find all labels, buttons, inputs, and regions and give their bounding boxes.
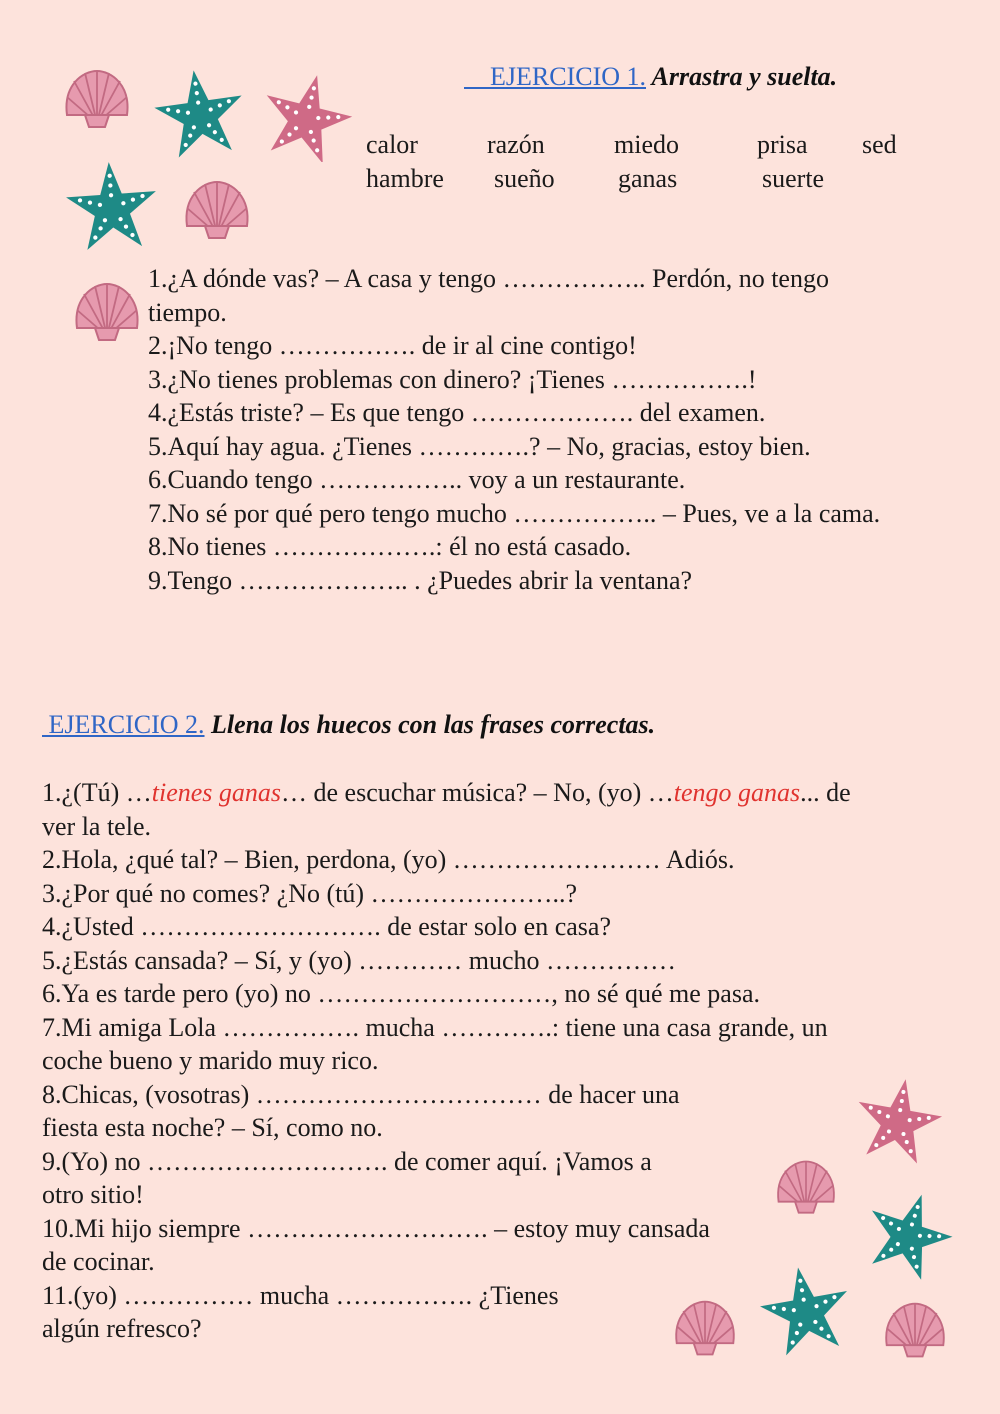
- sentence-line[interactable]: 8.Chicas, (vosotras) …………………………… de hacer una: [42, 1079, 680, 1109]
- sentence-line[interactable]: 8.No tienes ……………….: él no está casado.: [148, 532, 632, 561]
- sentence-line[interactable]: 7.No sé por qué pero tengo mucho …………….. – Pues, ve a la cama.: [148, 498, 881, 528]
- example-answer: tengo ganas: [673, 778, 801, 807]
- sentence-line[interactable]: 10.Mi hijo siempre ………………………. – estoy muy cansada: [42, 1213, 710, 1243]
- sentence-line[interactable]: 9.(Yo) no ………………………. de comer aquí. ¡Vamos a: [42, 1146, 652, 1176]
- word-chip[interactable]: calor: [366, 130, 418, 159]
- word-chip[interactable]: hambre: [366, 164, 444, 193]
- exercise1-number: EJERCICIO 1.: [490, 62, 646, 91]
- word-chip[interactable]: sueño: [494, 164, 555, 193]
- sentence-line[interactable]: 3.¿Por qué no comes? ¿No (tú) …………………..?: [42, 878, 578, 908]
- sentence-line[interactable]: 5.Aquí hay agua. ¿Tienes ………….? – No, gracias, estoy bien.: [148, 431, 811, 461]
- sentence-line[interactable]: 7.Mi amiga Lola ……………. mucha ………….: tiene una casa grande, un: [42, 1012, 828, 1042]
- exercise1-sentences: [148, 262, 998, 597]
- exercise2-sentences: [42, 776, 992, 1346]
- exercise2-instruction: Llena los huecos con las frases correctas.: [204, 710, 656, 739]
- sentence-line: tiempo.: [148, 297, 227, 327]
- exercise1-instruction: Arrastra y suelta.: [646, 62, 838, 91]
- sentence-line[interactable]: 1.¿A dónde vas? – A casa y tengo …………….. Perdón, no tengo: [148, 264, 829, 293]
- word-chip[interactable]: suerte: [762, 164, 825, 193]
- sentence-line[interactable]: 2.¡No tengo ……………. de ir al cine contigo!: [148, 331, 637, 360]
- sentence-line[interactable]: 5.¿Estás cansada? – Sí, y (yo) ………… mucho ……………: [42, 945, 677, 975]
- sentence-line[interactable]: 6.Ya es tarde pero (yo) no ………………………, no sé qué me pasa.: [42, 979, 761, 1008]
- seashell-icon: [62, 68, 132, 132]
- sentence-line[interactable]: 9.Tengo ……………….. . ¿Puedes abrir la ventana?: [148, 565, 693, 595]
- exercise1-heading: [464, 62, 837, 92]
- sentence-line[interactable]: 3.¿No tienes problemas con dinero? ¡Tienes …………….!: [148, 364, 757, 394]
- sentence-line[interactable]: 2.Hola, ¿qué tal? – Bien, perdona, (yo) …………………… Adiós.: [42, 845, 735, 874]
- sentence-line: de cocinar.: [42, 1247, 155, 1276]
- sentence-line: otro sitio!: [42, 1180, 144, 1209]
- word-chip[interactable]: sed: [862, 130, 897, 159]
- sentence-line[interactable]: 6.Cuando tengo …………….. voy a un restaurante.: [148, 465, 686, 494]
- word-bank-row: [0, 130, 1000, 164]
- exercise2-number: EJERCICIO 2.: [48, 710, 205, 739]
- sentence-line: ver la tele.: [42, 811, 151, 841]
- word-chip[interactable]: razón: [487, 130, 545, 159]
- sentence-line[interactable]: 4.¿Estás triste? – Es que tengo ………………. del examen.: [148, 398, 766, 427]
- example-answer: tienes ganas: [151, 778, 282, 807]
- example-line: 1.¿(Tú) …tienes ganas… de escuchar música? – No, (yo) …tengo ganas... de: [42, 778, 851, 807]
- sentence-line: coche bueno y marido muy rico.: [42, 1046, 379, 1075]
- sentence-line[interactable]: 11.(yo) …………… mucha ……………. ¿Tienes: [42, 1280, 559, 1310]
- word-bank-row: [0, 164, 1000, 198]
- sentence-line[interactable]: 4.¿Usted ………………………. de estar solo en casa?: [42, 912, 611, 941]
- word-chip[interactable]: ganas: [618, 164, 678, 193]
- exercise2-heading: [42, 710, 655, 740]
- sentence-line: algún refresco?: [42, 1314, 202, 1343]
- sentence-line: fiesta esta noche? – Sí, como no.: [42, 1113, 383, 1142]
- word-chip[interactable]: miedo: [614, 130, 679, 159]
- word-chip[interactable]: prisa: [757, 130, 808, 159]
- seashell-icon: [72, 282, 142, 344]
